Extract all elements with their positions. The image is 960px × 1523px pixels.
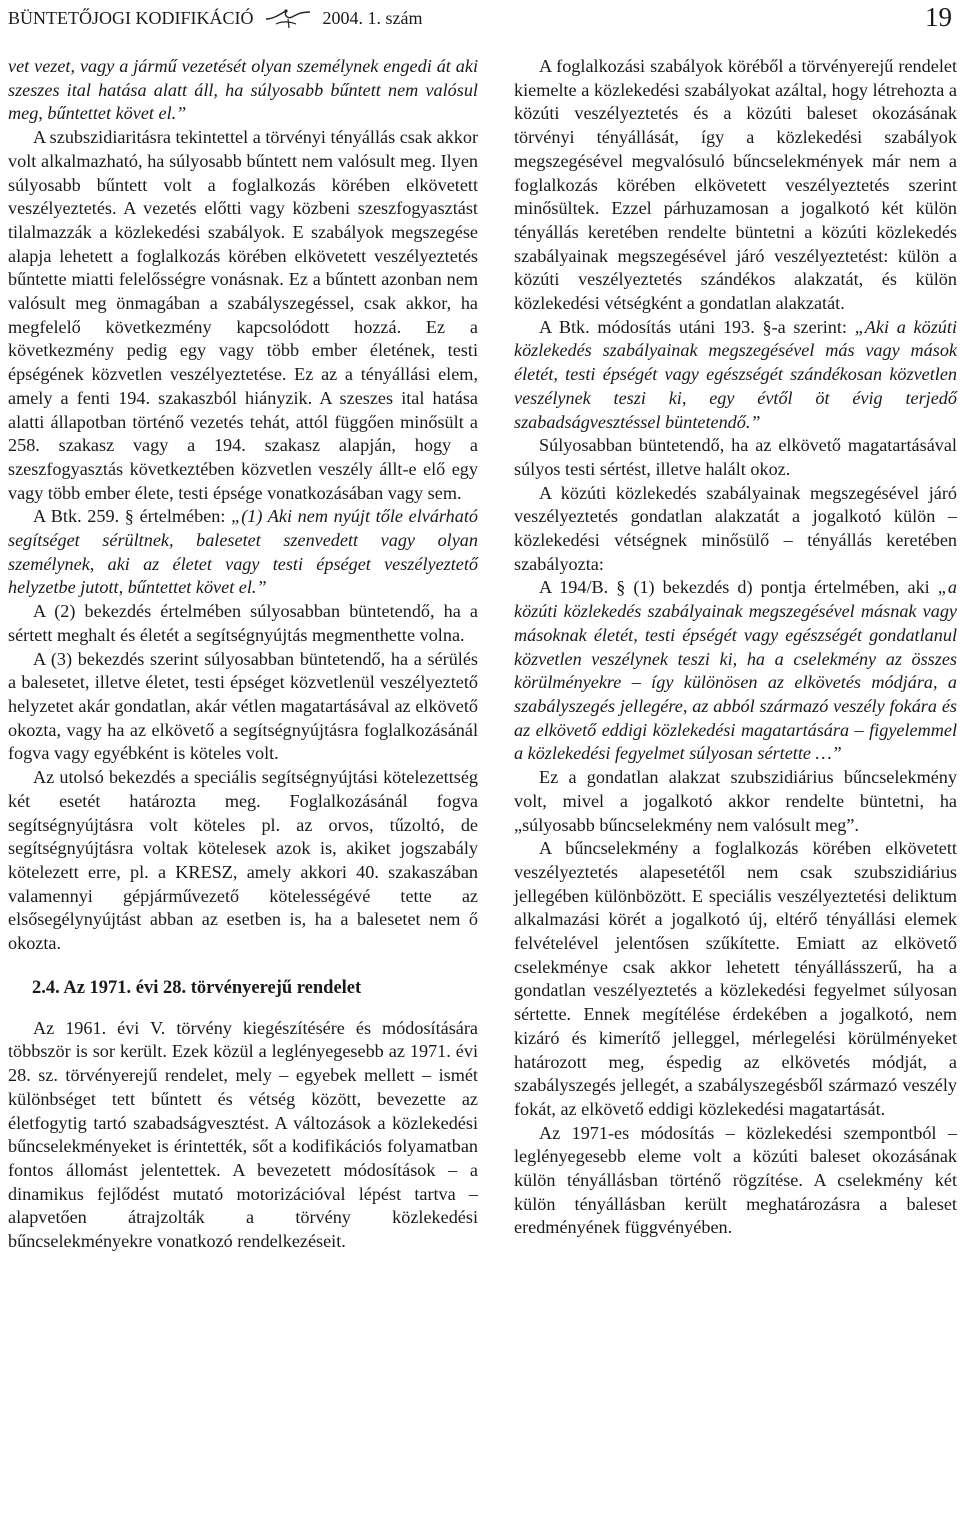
journal-title: BÜNTETŐJOGI KODIFIKÁCIÓ [8, 8, 254, 28]
section-heading: 2.4. Az 1971. évi 28. törvényerejű rendelet [32, 977, 362, 998]
right-paragraph-2-quote: „Aki a közúti közlekedés szabályainak megszegésével más vagy mások életét, testi épségét vagy egészségét szándékosan közvetlen veszélynek teszi ki, egy évtől öt évig terjedő szabadságvesztéssel büntetendő.” [514, 316, 958, 432]
right-paragraph-3: Súlyosabban büntetendő, ha az elkövető magatartásával súlyos testi sértést, illetve halált okoz. [514, 435, 957, 479]
left-paragraph-7: Az 1961. évi V. törvény kiegészítésére és módosítására többször is sor került. Ezek közül a leglényegesebb az 1971. évi 28. sz. törvényerejű rendelet, mely – egyebek mellett – ismét különbséget tett bűntett és vétség között, bevezette az életfogytig tartó szabadságvesztést. A változások a közlekedési bűncselekményeket is érintették, sőt a kodifikációs folyamatban fontos állomást jelentettek. A bevezetett módosítások – a dinamikus fejlődést mutató motorizációval lépést tartva – alapvetően átrajzolták a törvény közlekedési bűncselekményekre vonatkozó rendelkezéseit. [8, 1017, 478, 1252]
right-paragraph-2-lead: A Btk. módosítás utáni 193. §-a szerint: [539, 316, 855, 337]
right-paragraph-2 [514, 316, 957, 435]
right-column [514, 55, 957, 1240]
left-paragraph-3-quote: „(1) Aki nem nyújt tőle elvárható segítséget sérültnek, balesetet szenvedett vagy olyan személynek, aki az életet vagy testi épséget veszélyeztető helyzetbe jutott, bűntettet követ el.” [8, 506, 479, 598]
left-paragraph-1: vet vezet, vagy a jármű vezetését olyan személynek engedi át aki szeszes ital hatása alatt áll, ha súlyosabb bűntett nem valósul meg, bűntettet követ el.” [8, 56, 478, 124]
right-paragraph-4: A közúti közlekedés szabályainak megszegésével járó veszélyeztetés gondatlan alakzatát a jogalkotó külön – közlekedési vétségnek minősülő – tényállás keretében szabályozta: [514, 482, 957, 574]
right-paragraph-5 [514, 576, 957, 766]
page-number: 19 [925, 2, 952, 32]
left-paragraph-3 [8, 505, 478, 600]
left-paragraph-3-lead: A Btk. 259. § értelmében: [33, 506, 232, 527]
issue-label: 2004. 1. szám [322, 8, 423, 28]
left-paragraph-6: Az utolsó bekezdés a speciális segítségnyújtási kötelezettség két esetét határozta meg. Foglalkozásánál fogva segítségnyújtásra volt köteles pl. az orvos, tűzoltó, de segítségnyújtásra voltak kötelesek azok is, akiket jogszabály kötelezett erre, pl. a KRESZ, amely akkori 40. szakaszában valamennyi gépjárművezető kötelességévé tette az elsősegélynyújtást abban az esetben is, ha a balesetet nem ő okozta. [8, 767, 478, 954]
right-paragraph-1: A foglalkozási szabályok köréből a törvényerejű rendelet kiemelte a közlekedési szabályokat azáltal, hogy létrehozta a közúti veszélyeztetés és a közúti baleset okozásának törvényi tényállását, így a közlekedési szabályok megszegésével megvalósuló bűncselekmények már nem a foglalkozás körében elkövetett veszélyeztetés szerint minősültek. Ezzel párhuzamosan a jogalkotó két külön tényállás keretében rendelte büntetni a közúti közlekedés szabályainak megszegésével járó veszélyeztetést: külön a közúti veszélyeztetés szándékos alakzatát, és külön közlekedési vétségként a gondatlan alakzatát. [514, 56, 957, 314]
right-paragraph-7: A bűncselekmény a foglalkozás körében elkövetett veszélyeztetés alapesetétől nem csak szubszidiárius jellegében különbözött. E speciális veszélyeztetési deliktum alkalmazási körét a jogalkotó új, eltérő tényállási elemek felvételével jelentősen szűkítette. Emiatt az elkövető cselekménye csak akkor lehetett tényállásszerű, ha a gondatlan veszélyeztetés a közlekedési fegyelmet súlyosan sértette. Ennek megítélése érdekében a jogalkotó, nem kizáró és kimerítő jelleggel, mérlegelési körülményeket határozott meg, éspedig az elkövetés módját, a szabályszegés jellegét, a szabályszegésből származó veszély fokát, az elkövető eddigi közlekedési magatartását. [514, 838, 957, 1119]
left-paragraph-2: A szubszidiaritásra tekintettel a törvényi tényállás csak akkor volt alkalmazható, ha súlyosabb bűntett nem valósult meg. Ilyen súlyosabb bűntett volt a foglalkozás körében elkövetett veszélyeztetés. A vezetés előtti vagy közbeni szeszfogyasztást tilalmazzák a közlekedési szabályok. E szabályok megszegése alapja lehetett a foglalkozás körében elkövetett veszélyeztetés bűntette miatti felelősségre vonásnak. Ez a bűntett azonban nem valósult meg önmagában a szabályszegéssel, csak akkor, ha megfelelő következmény kapcsolódott hozzá. Ez a következmény pedig egy vagy több ember életének, testi épségének közvetlen veszélyeztetése. Ez az a tényállási elem, amely a fenti 194. szakaszból hiányzik. A szeszes ital hatása alatti állapotban történő vezetés tehát, attól függően minősült a 258. szakasz vagy a 194. szakasz alapján, hogy a szeszfogyasztás következtében közvetlen veszély állt-e elő egy vagy több ember élete, testi épsége vonatkozásában vagy sem. [8, 127, 478, 503]
right-paragraph-8: Az 1971-es módosítás – közlekedési szempontból – leglényegesebb eleme volt a közúti baleset okozásának külön tényállásban történő rögzítése. A cselekmény két külön tényállásban került meghatározásra a baleset eredményének függvényében. [514, 1122, 957, 1238]
left-column [8, 55, 478, 1254]
left-paragraph-4: A (2) bekezdés értelmében súlyosabban büntetendő, ha a sértett meghalt és életét a segítségnyújtás megmenthette volna. [8, 601, 478, 645]
right-paragraph-6: Ez a gondatlan alakzat szubszidiárius bűncselekmény volt, mivel a jogalkotó akkor rendelte büntetni, ha „súlyosabb bűncselekmény nem valósult meg”. [514, 767, 957, 835]
left-paragraph-5: A (3) bekezdés szerint súlyosabban büntetendő, ha a sérülés a balesetet, illetve életet, testi épséget közvetlenül veszélyeztető helyzetet akár gondatlan, akár vétlen magatartásával az elkövető okozta, vagy ha az elkövető a segítségnyújtásra foglalkozásánál fogva vagy egyébként is köteles volt. [8, 648, 478, 764]
right-paragraph-5-lead: A 194/B. § (1) bekezdés d) pontja értelmében, aki [539, 577, 938, 598]
ornament-icon [262, 6, 314, 30]
right-paragraph-5-quote: „a közúti közlekedés szabályainak megszegésével másnak vagy másoknak életét, testi épségét vagy egészségét gondatlanul közvetlen veszélynek teszi ki, ha a cselekmény az összes körülményekre – így különösen az elkövetés módjára, a szabályszegés jellegére, az abból származó veszély fokára és az elkövető eddigi közlekedési magatartására – figyelemmel a közlekedési fegyelmet súlyosan sértette …” [514, 577, 957, 764]
journal-header [8, 4, 422, 32]
running-header [8, 4, 952, 34]
